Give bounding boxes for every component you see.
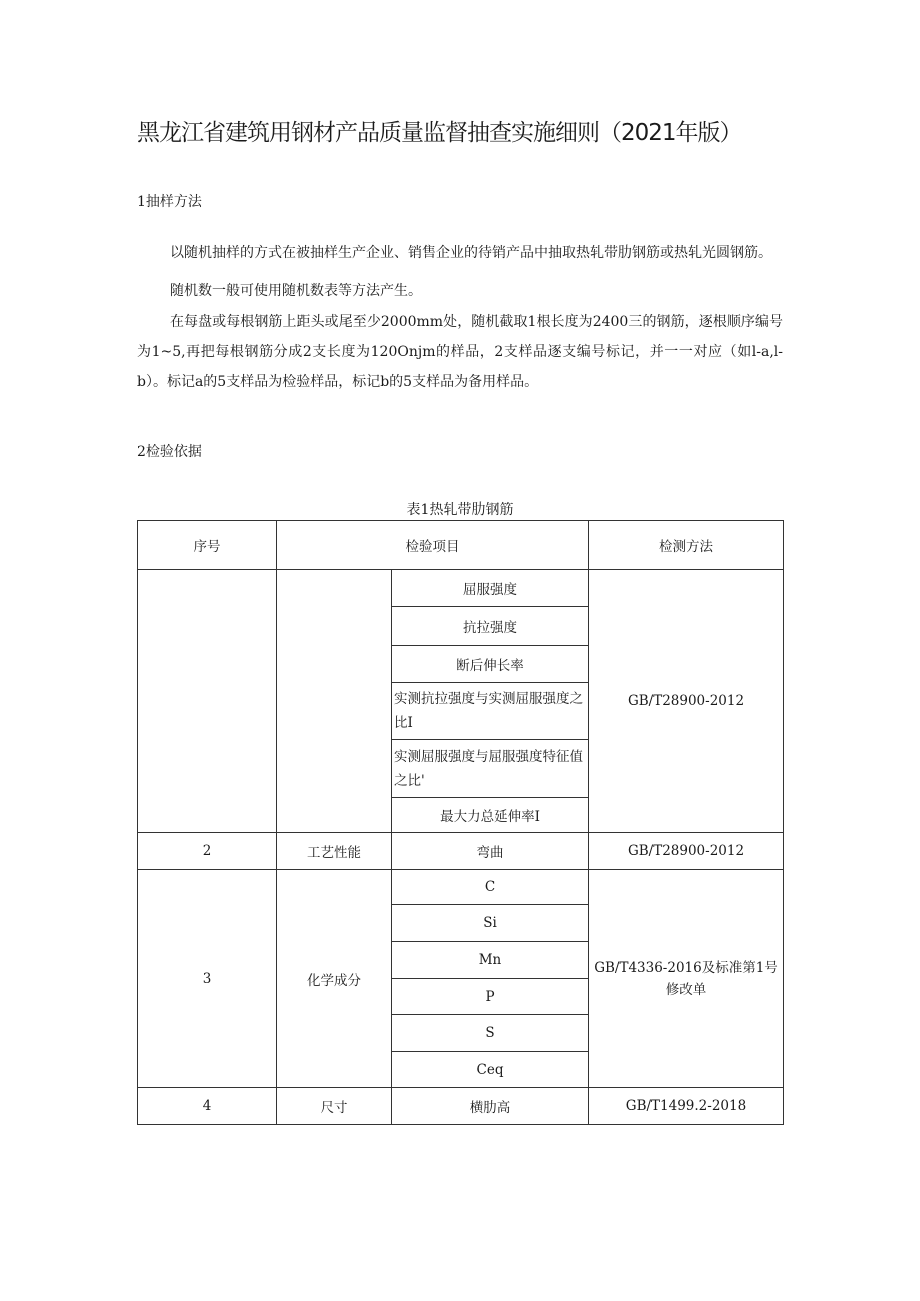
category-cell <box>277 570 392 833</box>
table-header-row <box>138 521 784 570</box>
item-cell: 断后伸长率 <box>392 646 589 683</box>
item-cell: Si <box>392 905 589 942</box>
seq-cell: 3 <box>138 870 277 1088</box>
paragraph-1: 以随机抽样的方式在被抽样生产企业、销售企业的待销产品中抽取热轧带肋钢筋或热轧光圆钢筋。 <box>170 245 772 261</box>
inspection-table <box>137 520 784 1125</box>
paragraph-2: 随机数一般可使用随机数表等方法产生。 <box>170 283 422 299</box>
table-row <box>138 570 784 607</box>
seq-cell: 2 <box>138 833 277 870</box>
item-cell: 最大力总延伸率I <box>392 798 589 833</box>
item-cell: 弯曲 <box>392 833 589 870</box>
item-cell: 屈服强度 <box>392 570 589 607</box>
method-cell: GB/T1499.2-2018 <box>589 1088 784 1125</box>
page-title: 黑龙江省建筑用钢材产品质量监督抽查实施细则（2021年版） <box>137 120 742 146</box>
seq-cell: 4 <box>138 1088 277 1125</box>
item-cell: S <box>392 1015 589 1052</box>
table-row <box>138 833 784 870</box>
item-cell: 实测屈服强度与屈服强度特征值之比' <box>392 740 589 798</box>
item-cell: C <box>392 870 589 905</box>
paragraph-3: 在每盘或每根钢筋上距头或尾至少2000mm处，随机截取1根长度为2400三的钢筋，逐根顺序编号为1~5,再把每根钢筋分成2支长度为120Onjm的样品，2支样品逐支编号标记，并一一对应（如l-a,l-b）。标记a的5支样品为检验样品，标记b的5支样品为备用样品。 <box>137 314 783 390</box>
category-cell: 尺寸 <box>277 1088 392 1125</box>
category-cell: 工艺性能 <box>277 833 392 870</box>
header-method: 检测方法 <box>589 521 784 570</box>
table-row <box>138 1088 784 1125</box>
method-cell: GB/T4336-2016及标准第1号修改单 <box>589 870 784 1088</box>
header-seq: 序号 <box>138 521 277 570</box>
item-cell: 横肋高 <box>392 1088 589 1125</box>
table-row <box>138 870 784 905</box>
method-cell: GB/T28900-2012 <box>589 570 784 833</box>
section-heading-sampling: 1抽样方法 <box>137 194 202 210</box>
item-cell: 抗拉强度 <box>392 607 589 646</box>
item-cell: Ceq <box>392 1052 589 1088</box>
section-heading-basis: 2检验依据 <box>137 444 202 460</box>
header-item: 检验项目 <box>277 521 589 570</box>
seq-cell <box>138 570 277 833</box>
item-cell: P <box>392 979 589 1015</box>
item-cell: Mn <box>392 942 589 979</box>
table-caption: 表1热轧带肋钢筋 <box>406 502 514 518</box>
method-cell: GB/T28900-2012 <box>589 833 784 870</box>
item-cell: 实测抗拉强度与实测屈服强度之比I <box>392 683 589 740</box>
category-cell: 化学成分 <box>277 870 392 1088</box>
